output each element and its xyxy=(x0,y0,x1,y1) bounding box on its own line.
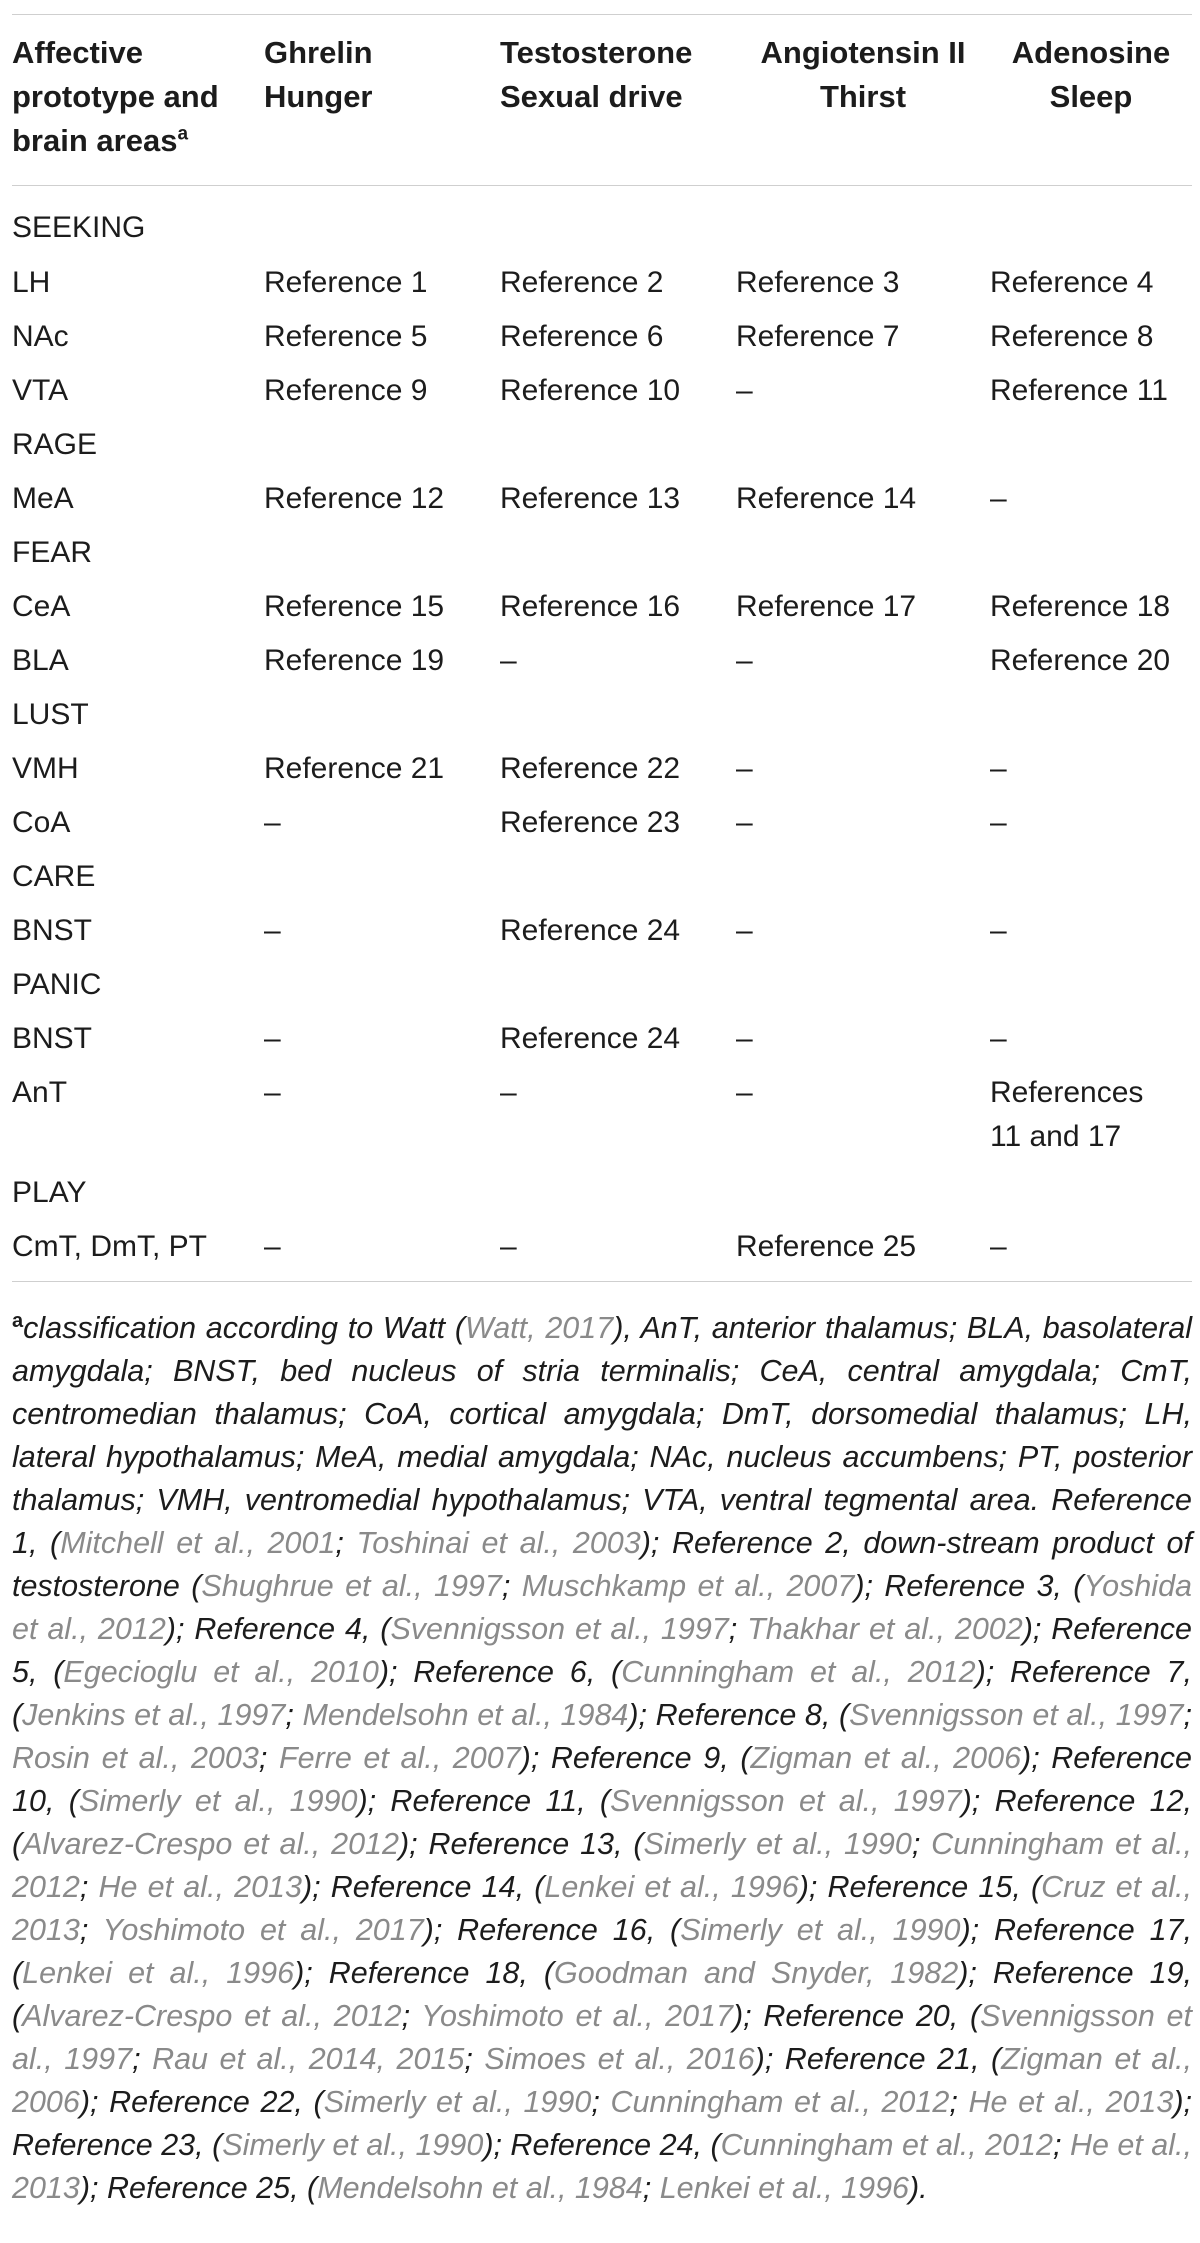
citation-link[interactable]: Cunningham et al., 2012 xyxy=(621,1655,976,1690)
adenosine-cell: – xyxy=(990,1021,1007,1055)
testosterone-cell: Reference 6 xyxy=(500,319,664,353)
table-row xyxy=(12,904,1192,958)
section-label: SEEKING xyxy=(12,211,146,244)
footnote-text-run: ); Reference 3, ( xyxy=(854,1569,1084,1604)
footnote-text-run: ); Reference 8, ( xyxy=(628,1698,850,1733)
footnote-text-run: ); Reference 22, ( xyxy=(79,2085,324,2120)
citation-link[interactable]: He et al., 2013 xyxy=(12,2128,1192,2206)
table-row xyxy=(12,186,1192,256)
citation-link[interactable]: Jenkins et al., 1997 xyxy=(22,1698,286,1733)
angiotensin-cell: Reference 25 xyxy=(736,1220,990,1282)
angiotensin-cell: – xyxy=(736,643,753,677)
table-row xyxy=(12,796,1192,850)
adenosine-cell-line2: 11 and 17 xyxy=(990,1119,1122,1153)
header-footnote-mark: a xyxy=(177,123,189,145)
footnote-text-run: ); Reference 7, ( xyxy=(12,1655,1192,1733)
footnote-text-run: ); Reference 19, ( xyxy=(12,1956,1193,2034)
citation-link[interactable]: Zigman et al., 2006 xyxy=(12,2042,1192,2120)
citation-link[interactable]: Svennigsson et al., 1997 xyxy=(849,1698,1184,1733)
header-ghrelin-line1: Ghrelin xyxy=(264,35,373,70)
ghrelin-cell: Reference 15 xyxy=(264,589,445,623)
footnote-text-run: ); Reference 10, ( xyxy=(12,1741,1193,1819)
citation-link[interactable]: Svennigsson et al., 1997 xyxy=(390,1612,729,1647)
table-row xyxy=(12,850,1192,904)
footnote-text-run: ); Reference 25, ( xyxy=(79,2171,318,2206)
footnote-text-run: ); Reference 15, ( xyxy=(798,1870,1042,1905)
header-brain-areas-text: brain areas xyxy=(12,123,178,158)
footnote-text-run: ); Reference 2, down-stream product of testosterone ( xyxy=(12,1526,1192,1604)
footnote-text-run: ); Reference 13, ( xyxy=(398,1827,644,1862)
table-row xyxy=(12,1066,1192,1166)
footnote-text-run: ; xyxy=(464,2042,485,2077)
testosterone-cell: – xyxy=(500,1075,517,1109)
citation-link[interactable]: Muschkamp et al., 2007 xyxy=(521,1569,855,1604)
footnote-text-run: ); Reference 23, ( xyxy=(12,2085,1192,2163)
citation-link[interactable]: Lenkei et al., 1996 xyxy=(22,1956,295,1991)
brain-area-cell: CoA xyxy=(12,805,71,839)
footnote-text-run: ); Reference 21, ( xyxy=(754,2042,1002,2077)
footnote-text-run: ), AnT, anterior thalamus; BLA, basolateral amygdala; BNST, bed nucleus of stria terminalis; CeA, central amygdala; CmT, centromedian thalamus; CoA, cortical amygdala; DmT, dorsomedial thalamus; LH, lateral hypothalamus; MeA, medial amygdala; NAc, nucleus accumbens; PT, posterior thalamus; VMH, ventromedial hypothalamus; VTA, ventral tegmental area. Reference 1, ( xyxy=(12,1311,1192,1561)
footnote-text-run: ; xyxy=(401,1999,422,2034)
citation-link[interactable]: Svennigsson et al., 1997 xyxy=(12,1999,1192,2077)
ghrelin-cell: – xyxy=(264,1220,500,1282)
footnote-text-run: ; xyxy=(591,2085,611,2120)
testosterone-cell: Reference 24 xyxy=(500,913,681,947)
citation-link[interactable]: Cunningham et al., 2012 xyxy=(610,2085,950,2120)
citation-link[interactable]: Toshinai et al., 2003 xyxy=(356,1526,641,1561)
adenosine-cell: Reference 4 xyxy=(990,265,1154,299)
citation-link[interactable]: Cruz et al., 2013 xyxy=(12,1870,1192,1948)
footnote-text-run: ; xyxy=(911,1827,932,1862)
citation-link[interactable]: Alvarez-Crespo et al., 2012 xyxy=(22,1999,402,2034)
citation-link[interactable]: Mendelsohn et al., 1984 xyxy=(317,2171,643,2206)
footnote-text-run: ; xyxy=(728,1612,748,1647)
citation-link[interactable]: Svennigsson et al., 1997 xyxy=(610,1784,962,1819)
header-brain-areas-line2: prototype and xyxy=(12,79,219,114)
citation-link[interactable]: Simerly et al., 1990 xyxy=(323,2085,592,2120)
footnote-text-run: ); Reference 16, ( xyxy=(423,1913,681,1948)
citation-link[interactable]: Alvarez-Crespo et al., 2012 xyxy=(22,1827,399,1862)
table-row xyxy=(12,526,1192,580)
header-angiotensin-line1: Angiotensin II xyxy=(760,35,966,70)
header-brain-areas xyxy=(12,15,264,186)
testosterone-cell: Reference 2 xyxy=(500,265,664,299)
table-row xyxy=(12,688,1192,742)
brain-area-cell: CmT, DmT, PT xyxy=(12,1220,264,1282)
citation-link[interactable]: Thakhar et al., 2002 xyxy=(747,1612,1023,1647)
table-row xyxy=(12,472,1192,526)
citation-link[interactable]: Mitchell et al., 2001 xyxy=(60,1526,336,1561)
footnote-text-run: ; xyxy=(642,2171,660,2206)
footnote-text-run: ); Reference 6, ( xyxy=(378,1655,622,1690)
table-row xyxy=(12,580,1192,634)
adenosine-cell xyxy=(990,1066,1192,1166)
header-testosterone-line1: Testosterone xyxy=(500,35,693,70)
table-row xyxy=(12,1220,1192,1282)
adenosine-cell: – xyxy=(990,751,1007,785)
footnote-text-run: ); Reference 14, ( xyxy=(301,1870,545,1905)
citation-link[interactable]: Yoshimoto et al., 2017 xyxy=(421,1999,733,2034)
angiotensin-cell: Reference 3 xyxy=(736,265,900,299)
brain-area-cell: BLA xyxy=(12,643,69,677)
citation-link[interactable]: Lenkei et al., 1996 xyxy=(544,1870,799,1905)
header-testosterone-line2: Sexual drive xyxy=(500,79,683,114)
footnote-text-run: ; xyxy=(79,1913,103,1948)
section-label: PLAY xyxy=(12,1175,87,1209)
footnote-text-run: ; xyxy=(501,1569,522,1604)
footnote-text-run: ; xyxy=(258,1741,279,1776)
adenosine-cell: Reference 11 xyxy=(990,373,1168,407)
ghrelin-cell: – xyxy=(264,913,281,947)
adenosine-cell: – xyxy=(990,805,1007,839)
citation-link[interactable]: Yoshimoto et al., 2017 xyxy=(102,1913,424,1948)
adenosine-cell: Reference 20 xyxy=(990,643,1171,677)
footnote-text-run: ); Reference 18, ( xyxy=(294,1956,555,1991)
adenosine-cell-line1: References xyxy=(990,1075,1144,1109)
angiotensin-cell: – xyxy=(736,913,753,947)
header-angiotensin-line2: Thirst xyxy=(819,79,907,114)
ghrelin-cell: Reference 19 xyxy=(264,643,445,677)
angiotensin-cell: Reference 14 xyxy=(736,481,917,515)
testosterone-cell: Reference 23 xyxy=(500,805,681,839)
angiotensin-cell: Reference 7 xyxy=(736,319,900,353)
footnote-text-run: ); Reference 24, ( xyxy=(483,2128,721,2163)
adenosine-cell: – xyxy=(990,1220,1192,1282)
brain-area-cell: CeA xyxy=(12,589,71,623)
testosterone-cell: Reference 13 xyxy=(500,481,681,515)
brain-area-cell: MeA xyxy=(12,481,74,515)
header-ghrelin-line2: Hunger xyxy=(264,79,373,114)
citation-link[interactable]: Shughrue et al., 1997 xyxy=(201,1569,502,1604)
citation-link[interactable]: Ferre et al., 2007 xyxy=(278,1741,521,1776)
brain-area-cell: NAc xyxy=(12,319,69,353)
table-row xyxy=(12,1166,1192,1220)
citation-link[interactable]: Simerly et al., 1990 xyxy=(680,1913,961,1948)
adenosine-cell: Reference 8 xyxy=(990,319,1154,353)
ghrelin-cell: – xyxy=(264,1075,281,1109)
testosterone-cell: Reference 16 xyxy=(500,589,681,623)
footnote-text xyxy=(12,1311,1192,2205)
testosterone-cell: Reference 22 xyxy=(500,751,681,785)
footnote-text-run: ); Reference 11, ( xyxy=(357,1784,611,1819)
citation-link[interactable]: Zigman et al., 2006 xyxy=(750,1741,1022,1776)
footnote-text-run: ; xyxy=(79,1870,99,1905)
footnote-text-run: ); Reference 20, ( xyxy=(732,1999,981,2034)
footnote-text-run: ); Reference 4, ( xyxy=(165,1612,391,1647)
ghrelin-cell: – xyxy=(264,805,281,839)
footnote-mark: a xyxy=(12,1310,24,1332)
footnote-text-run: ); Reference 9, ( xyxy=(520,1741,751,1776)
footnote-text-run: ); Reference 12, ( xyxy=(12,1784,1192,1862)
table-row xyxy=(12,364,1192,418)
angiotensin-cell: – xyxy=(736,805,753,839)
angiotensin-cell: – xyxy=(736,1021,753,1055)
citation-link[interactable]: Watt, 2017 xyxy=(464,1311,614,1346)
section-label: RAGE xyxy=(12,427,98,461)
header-adenosine-line1: Adenosine xyxy=(1011,35,1171,70)
citation-link[interactable]: He et al., 2013 xyxy=(98,1870,302,1905)
angiotensin-cell: Reference 17 xyxy=(736,589,917,623)
angiotensin-cell: – xyxy=(736,1075,753,1109)
citation-link[interactable]: Egecioglu et al., 2010 xyxy=(63,1655,379,1690)
table-row xyxy=(12,310,1192,364)
citation-link[interactable]: Yoshida et al., 2012 xyxy=(12,1569,1192,1647)
footnote-text-run: ; xyxy=(1183,1698,1192,1733)
table-row xyxy=(12,634,1192,688)
brain-area-cell: VTA xyxy=(12,373,69,407)
citation-link[interactable]: Rosin et al., 2003 xyxy=(12,1741,259,1776)
reference-table xyxy=(12,14,1192,1282)
section-label: CARE xyxy=(12,859,96,893)
citation-link[interactable]: He et al., 2013 xyxy=(968,2085,1174,2120)
citation-link[interactable]: Simerly et al., 1990 xyxy=(78,1784,358,1819)
brain-area-cell: BNST xyxy=(12,1021,93,1055)
header-testosterone xyxy=(500,15,736,186)
brain-area-cell: AnT xyxy=(12,1075,68,1109)
brain-area-cell: LH xyxy=(12,265,51,299)
adenosine-cell: – xyxy=(990,913,1007,947)
section-label: FEAR xyxy=(12,535,93,569)
footnote-text-run: classification according to Watt ( xyxy=(23,1311,465,1346)
citation-link[interactable]: Cunningham et al., 2012 xyxy=(12,1827,1193,1905)
footnote-text-run: ); Reference 5, ( xyxy=(12,1612,1192,1690)
footnote-text-run: ; xyxy=(285,1698,303,1733)
testosterone-cell: – xyxy=(500,1220,736,1282)
header-brain-areas-line1: Affective xyxy=(12,35,143,70)
header-adenosine xyxy=(990,15,1192,186)
ghrelin-cell: Reference 9 xyxy=(264,373,428,407)
adenosine-cell: Reference 18 xyxy=(990,589,1171,623)
footnote-text-run: ; xyxy=(1052,2128,1070,2163)
footnote-text-run: ; xyxy=(132,2042,153,2077)
citation-link[interactable]: Goodman and Snyder, 1982 xyxy=(554,1956,959,1991)
testosterone-cell: Reference 24 xyxy=(500,1021,681,1055)
ghrelin-cell: Reference 12 xyxy=(264,481,445,515)
testosterone-cell: Reference 10 xyxy=(500,373,681,407)
table-row xyxy=(12,256,1192,310)
header-ghrelin xyxy=(264,15,500,186)
citation-link[interactable]: Lenkei et al., 1996 xyxy=(659,2171,909,2206)
footnote-text-run: ). xyxy=(909,2171,928,2206)
angiotensin-cell: – xyxy=(736,751,753,785)
footnote-text-run: ; xyxy=(949,2085,969,2120)
ghrelin-cell: Reference 1 xyxy=(264,265,428,299)
brain-area-cell: VMH xyxy=(12,751,79,785)
citation-link[interactable]: Simoes et al., 2016 xyxy=(484,2042,755,2077)
adenosine-cell: – xyxy=(990,481,1007,515)
table-row xyxy=(12,958,1192,1012)
ghrelin-cell: Reference 5 xyxy=(264,319,428,353)
citation-link[interactable]: Simerly et al., 1990 xyxy=(222,2128,484,2163)
table-row xyxy=(12,1012,1192,1066)
section-label: PANIC xyxy=(12,967,102,1001)
citation-link[interactable]: Cunningham et al., 2012 xyxy=(720,2128,1053,2163)
footnote-text-run: ; xyxy=(335,1526,357,1561)
ghrelin-cell: Reference 21 xyxy=(264,751,445,785)
ghrelin-cell: – xyxy=(264,1021,281,1055)
citation-link[interactable]: Mendelsohn et al., 1984 xyxy=(302,1698,629,1733)
table-footnote xyxy=(12,1300,1192,2210)
citation-link[interactable]: Rau et al., 2014, 2015 xyxy=(152,2042,465,2077)
header-brain-areas-line3 xyxy=(12,119,264,163)
testosterone-cell: – xyxy=(500,643,517,677)
citation-link[interactable]: Simerly et al., 1990 xyxy=(643,1827,912,1862)
footnote-text-run: ); Reference 17, ( xyxy=(12,1913,1192,1991)
header-angiotensin xyxy=(736,15,990,186)
header-adenosine-line2: Sleep xyxy=(1049,79,1133,114)
angiotensin-cell: – xyxy=(736,373,753,407)
table-row xyxy=(12,418,1192,472)
table-body xyxy=(12,186,1192,1282)
section-label: LUST xyxy=(12,697,89,731)
table-row xyxy=(12,742,1192,796)
table-header xyxy=(12,15,1192,186)
brain-area-cell: BNST xyxy=(12,913,93,947)
